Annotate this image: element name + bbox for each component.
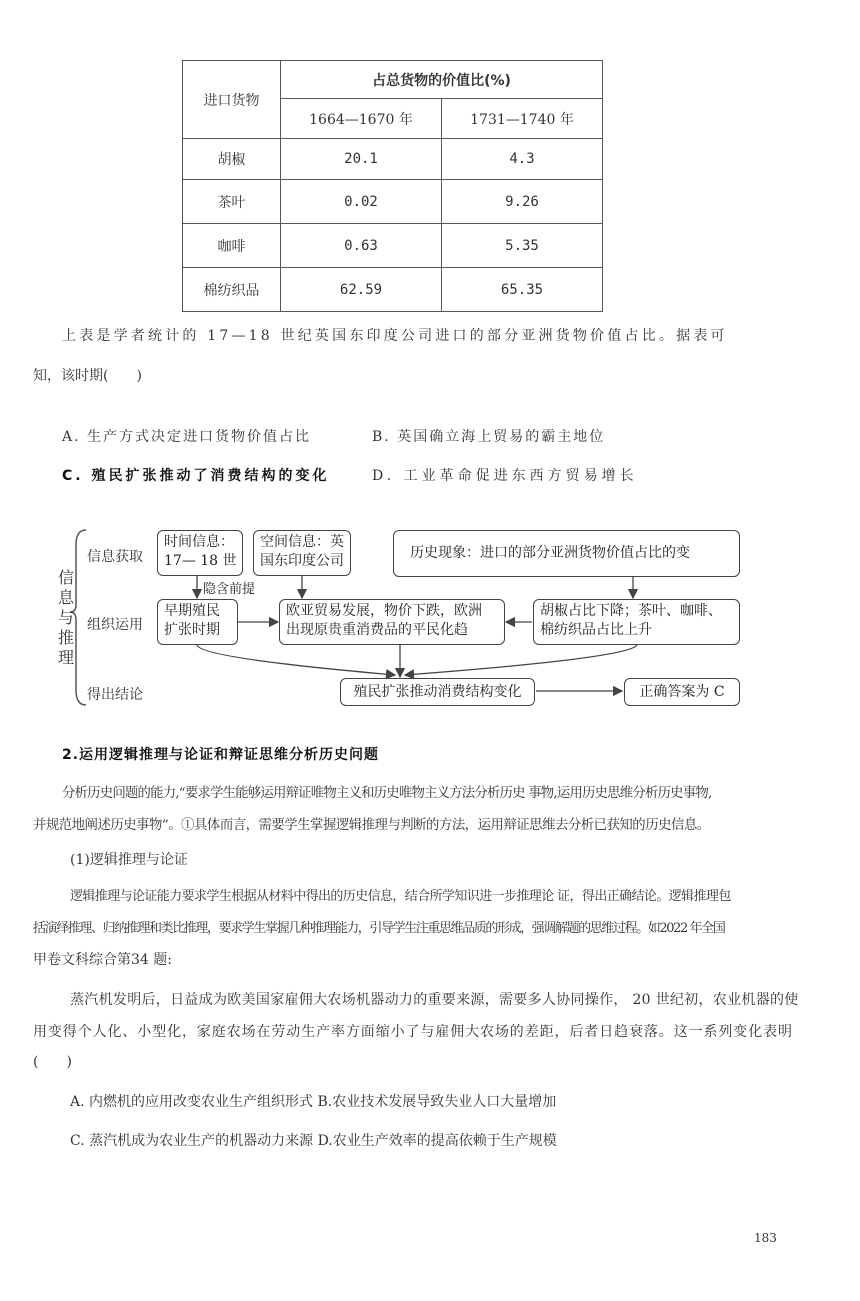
implied-premise-label: 隐含前提 xyxy=(203,582,256,597)
cell-value-2: 9.26 xyxy=(442,180,603,224)
early-colonial-box: 早期殖民 扩张时期 xyxy=(157,599,238,645)
arrow-colonial-conclusion xyxy=(197,645,395,675)
page-number: 183 xyxy=(754,1231,777,1245)
row-label-organize: 组织运用 xyxy=(87,617,143,633)
price-change-box: 胡椒占比下降；茶叶、咖啡、 棉纺织品占比上升 xyxy=(533,599,740,645)
cell-item: 茶叶 xyxy=(183,180,281,224)
history-phenomenon-box: 历史现象：进口的部分亚洲货物价值占比的变 xyxy=(393,530,740,577)
header-goods: 进口货物 xyxy=(183,61,281,139)
cell-item: 棉纺织品 xyxy=(183,268,281,312)
diagram-vertical-title: 信 息 与 推 理 xyxy=(58,568,75,667)
answer-box: 正确答案为 C xyxy=(624,678,740,706)
arrow-price-conclusion xyxy=(405,645,637,675)
section2-para2-line3: 甲卷文科综合第34 题: xyxy=(33,952,172,968)
cell-value-1: 0.02 xyxy=(281,180,442,224)
question2-stem-line1: 蒸汽机发明后，日益成为欧美国家雇佣大农场机器动力的重要来源，需要多人协同操作， 20 世纪初，农业机器的使 xyxy=(70,992,799,1008)
section2-para2-line2: 括演绎推理、归纳推理和类比推理，要求学生掌握几种推理能力，引导学生注重思维品质的形成，强调解题的思维过程。如2022 年全国 xyxy=(33,921,725,936)
section2-para2-line1: 逻辑推理与论证能力要求学生根据从材料中得出的历史信息，结合所学知识进一步推理论 证，得出正确结论。逻辑推理包 xyxy=(70,889,731,904)
question1-stem-line1: 上表是学者统计的 17—18 世纪英国东印度公司进口的部分亚洲货物价值占比。据表可 xyxy=(62,328,728,344)
cell-item: 咖啡 xyxy=(183,224,281,268)
time-info-box: 时间信息： 17— 18 世 xyxy=(157,530,243,576)
space-info-box: 空间信息：英 国东印度公司 xyxy=(253,530,351,576)
question1-stem-line2: 知，该时期( ) xyxy=(33,368,142,384)
cell-value-1: 20.1 xyxy=(281,139,442,180)
cell-value-2: 65.35 xyxy=(442,268,603,312)
conclusion-box: 殖民扩张推动消费结构变化 xyxy=(340,678,535,706)
question2-stem-line2: 用变得个人化、小型化，家庭农场在劳动生产率方面缩小了与雇佣大农场的差距，后者日趋衰落。这一系列变化表明 xyxy=(33,1024,793,1040)
header-period-1: 1664—1670 年 xyxy=(281,99,442,139)
question1-option-c: C. 殖民扩张推动了消费结构的变化 xyxy=(62,468,330,484)
section2-para1-line1: 分析历史问题的能力,“要求学生能够运用辩证唯物主义和历史唯物主义方法分析历史 事物,运用历史思维分析历史事物, xyxy=(62,786,712,801)
trade-development-box: 欧亚贸易发展，物价下跌，欧洲 出现原贵重消费品的平民化趋 xyxy=(279,599,505,645)
question2-stem-line3: ( ) xyxy=(33,1054,72,1070)
cell-value-1: 0.63 xyxy=(281,224,442,268)
cell-value-2: 5.35 xyxy=(442,224,603,268)
section2-subheading: (1)逻辑推理与论证 xyxy=(70,852,188,868)
question1-option-d: D. 工业革命促进东西方贸易增长 xyxy=(372,468,638,484)
section2-heading: 2.运用逻辑推理与论证和辩证思维分析历史问题 xyxy=(62,747,380,763)
question1-option-a: A. 生产方式决定进口货物价值占比 xyxy=(62,429,312,445)
question1-option-b: B. 英国确立海上贸易的霸主地位 xyxy=(372,429,606,445)
cell-value-1: 62.59 xyxy=(281,268,442,312)
cell-value-2: 4.3 xyxy=(442,139,603,180)
question2-options-cd: C. 蒸汽机成为农业生产的机器动力来源 D.农业生产效率的提高依赖于生产规模 xyxy=(70,1133,557,1149)
section2-para1-line2: 并规范地阐述历史事物”。①具体而言，需要学生掌握逻辑推理与判断的方法，运用辩证思维去分析已获知的历史信息。 xyxy=(33,818,710,833)
question2-options-ab: A. 内燃机的应用改变农业生产组织形式 B.农业技术发展导致失业人口大量增加 xyxy=(70,1094,557,1110)
header-period-2: 1731—1740 年 xyxy=(442,99,603,139)
cell-item: 胡椒 xyxy=(183,139,281,180)
row-label-acquire: 信息获取 xyxy=(87,549,143,565)
header-value-ratio: 占总货物的价值比(%) xyxy=(281,61,603,99)
row-label-conclude: 得出结论 xyxy=(87,687,143,703)
